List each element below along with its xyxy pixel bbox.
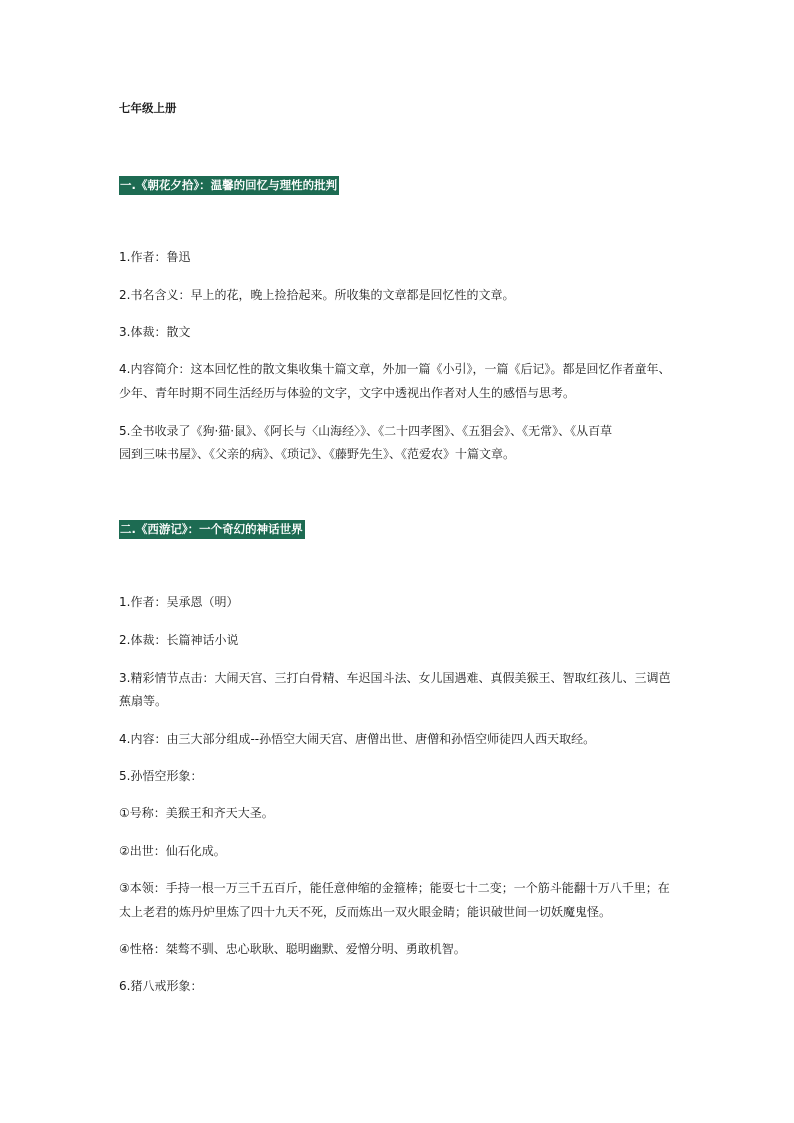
sunwukong-nickname: ①号称：美猴王和齐天大圣。 xyxy=(119,806,274,820)
sec2-genre: 2.体裁：长篇神话小说 xyxy=(119,633,239,647)
sunwukong-character: ④性格：桀骜不驯、忠心耿耿、聪明幽默、爱憎分明、勇敢机智。 xyxy=(119,942,466,956)
sec1-contents-line-1: 5.全书收录了《狗·猫·鼠》、《阿长与〈山海经〉》、《二十四孝图》、《五猖会》、《无常》、《从百草 xyxy=(119,424,613,438)
sec2-plots-line-1: 3.精彩情节点击：大闹天宫、三打白骨精、车迟国斗法、女儿国遇难、真假美猴王、智取红孩儿、三调芭 xyxy=(119,671,671,685)
sec1-intro-line-2: 少年、青年时期不同生活经历与体验的文字，文字中透视出作者对人生的感悟与思考。 xyxy=(119,386,576,400)
sec1-title-meaning: 2.书名含义：早上的花，晚上捡拾起来。所收集的文章都是回忆性的文章。 xyxy=(119,288,515,302)
sec1-genre: 3.体裁：散文 xyxy=(119,325,191,339)
sunwukong-skill-line-2: 太上老君的炼丹炉里炼了四十九天不死，反而炼出一双火眼金睛；能识破世间一切妖魔鬼怪。 xyxy=(119,905,612,919)
section-1-heading: 一.《朝花夕拾》：温馨的回忆与理性的批判 xyxy=(119,176,339,195)
sunwukong-origin: ②出世：仙石化成。 xyxy=(119,844,226,858)
sec1-intro-line-1: 4.内容简介：这本回忆性的散文集收集十篇文章，外加一篇《小引》，一篇《后记》。都是回忆作者童年、 xyxy=(119,362,671,376)
grade-title: 七年级上册 xyxy=(119,101,177,115)
sec2-content: 4.内容：由三大部分组成--孙悟空大闹天宫、唐僧出世、唐僧和孙悟空师徒四人西天取经。 xyxy=(119,732,596,746)
sec1-author: 1.作者：鲁迅 xyxy=(119,250,191,264)
zhubajie-title: 6.猪八戒形象： xyxy=(119,979,203,993)
sec2-plots-line-2: 蕉扇等。 xyxy=(119,694,168,708)
section-2-heading: 二.《西游记》：一个奇幻的神话世界 xyxy=(119,520,305,539)
sec1-contents-line-2: 园到三味书屋》、《父亲的病》、《琐记》、《藤野先生》、《范爱农》十篇文章。 xyxy=(119,447,516,461)
sunwukong-title: 5.孙悟空形象： xyxy=(119,769,203,783)
sec2-author: 1.作者：吴承恩（明） xyxy=(119,595,239,609)
sunwukong-skill-line-1: ③本领：手持一根一万三千五百斤，能任意伸缩的金箍棒；能耍七十二变；一个筋斗能翻十万八千里；在 xyxy=(119,881,670,895)
